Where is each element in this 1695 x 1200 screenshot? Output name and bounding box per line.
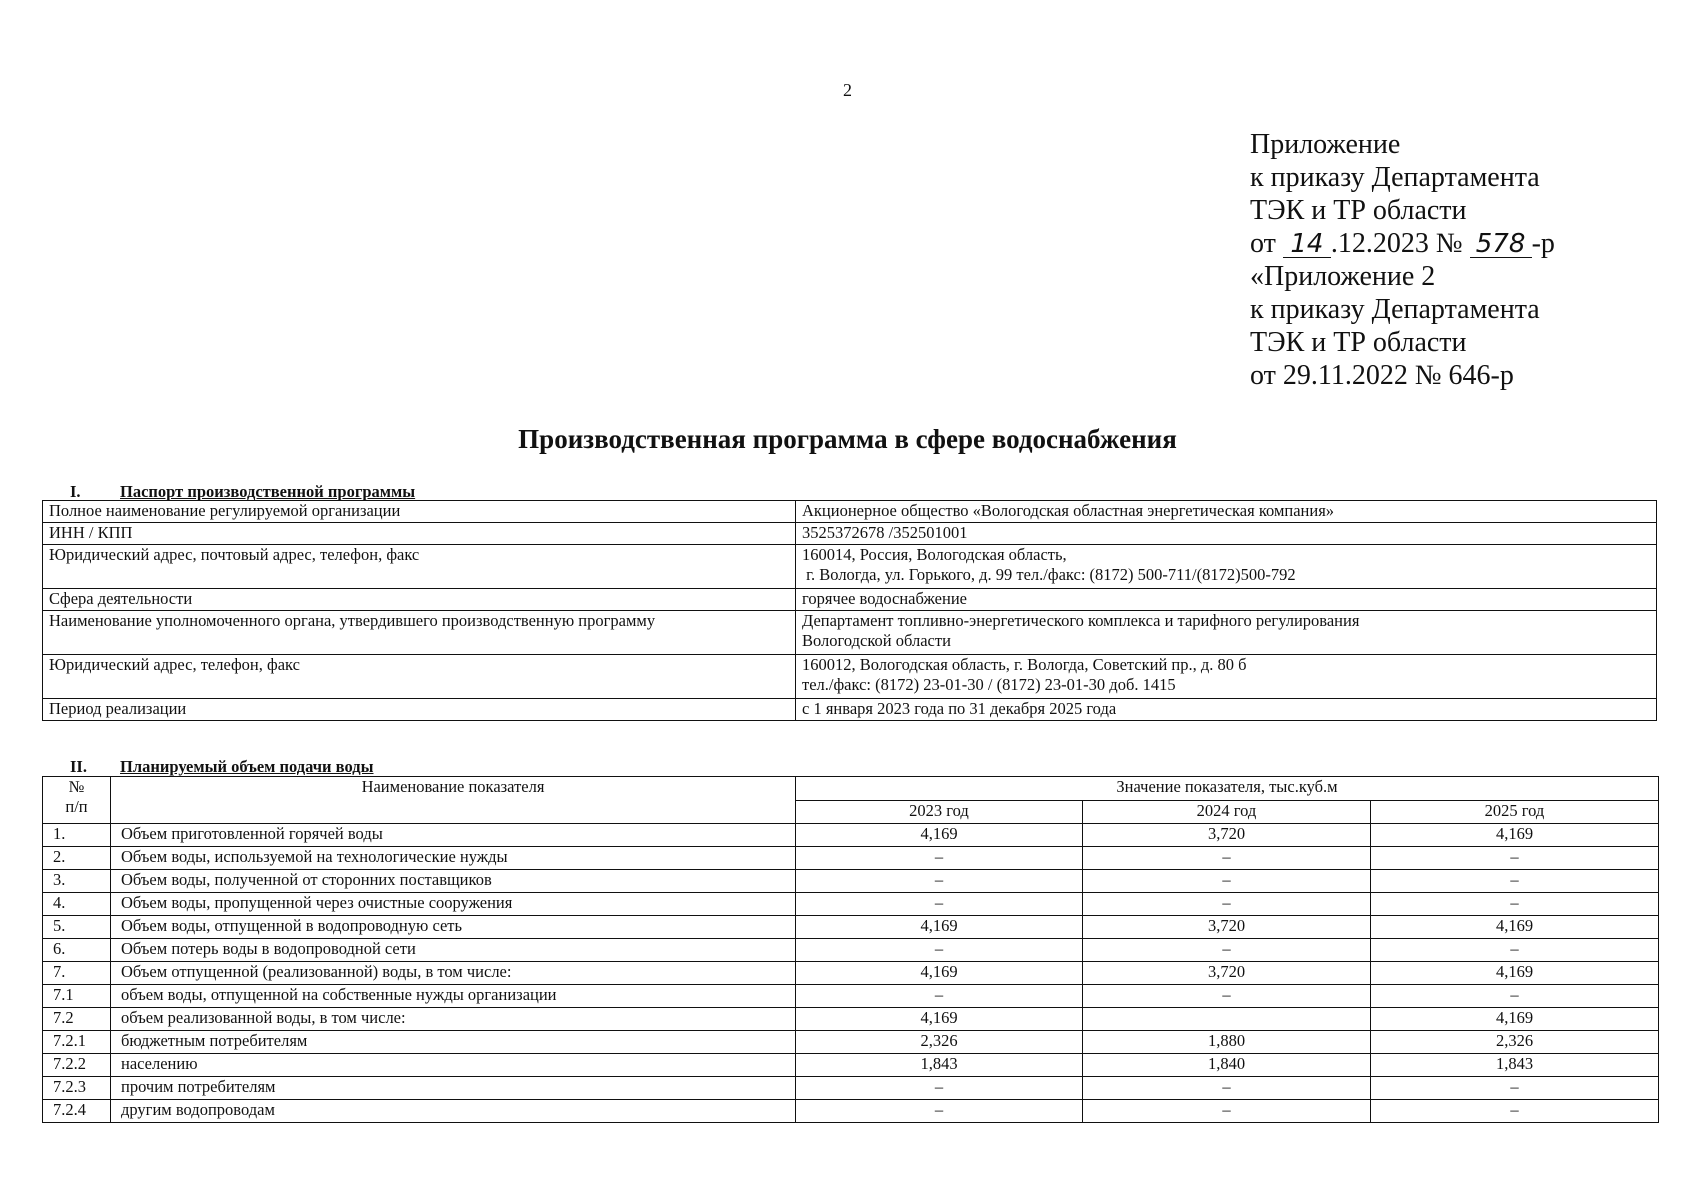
table-row — [43, 824, 1659, 847]
value-2025: 4,169 — [1371, 824, 1659, 847]
row-number: 6. — [43, 939, 111, 962]
header-num-line2: п/п — [65, 797, 88, 816]
value-2024: 3,720 — [1083, 824, 1371, 847]
passport-value: 160012, Вологодская область, г. Вологда, Советский пр., д. 80 б тел./факс: (8172) 23-01-30 / (8172) 23-01-30 доб. 1415 — [796, 655, 1657, 699]
row-number: 7. — [43, 962, 111, 985]
value-2023: 4,169 — [796, 824, 1083, 847]
table-row — [43, 1008, 1659, 1031]
indicator-name: объем воды, отпущенной на собственные нужды организации — [111, 985, 796, 1008]
passport-value: Департамент топливно-энергетического комплекса и тарифного регулирования Вологодской области — [796, 611, 1657, 655]
date-prefix: от — [1250, 228, 1276, 259]
section-1-heading — [42, 482, 415, 502]
value-2025: – — [1371, 1100, 1659, 1123]
passport-row — [43, 545, 1657, 589]
header-year-2024: 2024 год — [1083, 801, 1371, 824]
value-2025: 4,169 — [1371, 1008, 1659, 1031]
table-row — [43, 916, 1659, 939]
value-2024: 1,840 — [1083, 1054, 1371, 1077]
appendix-line: к приказу Департамента — [1250, 162, 1540, 193]
row-number: 4. — [43, 893, 111, 916]
row-number: 7.2.3 — [43, 1077, 111, 1100]
passport-value: Акционерное общество «Вологодская областная энергетическая компания» — [796, 501, 1657, 523]
document-title: Производственная программа в сфере водоснабжения — [518, 424, 1177, 454]
section-number: II. — [70, 757, 87, 776]
value-2023: – — [796, 1077, 1083, 1100]
table-row — [43, 893, 1659, 916]
passport-label: ИНН / КПП — [43, 523, 796, 545]
value-2025: – — [1371, 1077, 1659, 1100]
header-year-2025: 2025 год — [1371, 801, 1659, 824]
table-row — [43, 1100, 1659, 1123]
indicator-name: Объем отпущенной (реализованной) воды, в том числе: — [111, 962, 796, 985]
row-number: 1. — [43, 824, 111, 847]
passport-row — [43, 523, 1657, 545]
handwritten-day: 14 — [1283, 231, 1331, 258]
value-2024: – — [1083, 1100, 1371, 1123]
table-row — [43, 870, 1659, 893]
value-2025: 2,326 — [1371, 1031, 1659, 1054]
table-row — [43, 985, 1659, 1008]
appendix-line: ТЭК и ТР области — [1250, 327, 1467, 358]
value-2025: 4,169 — [1371, 962, 1659, 985]
value-2024: – — [1083, 870, 1371, 893]
value-2023: 4,169 — [796, 1008, 1083, 1031]
indicator-name: Объем воды, используемой на технологические нужды — [111, 847, 796, 870]
section-title: Паспорт производственной программы — [120, 482, 416, 501]
appendix-line: «Приложение 2 — [1250, 261, 1436, 292]
handwritten-order-number: 578 — [1470, 231, 1532, 258]
value-2024: – — [1083, 985, 1371, 1008]
table-row — [43, 1054, 1659, 1077]
value-2024 — [1083, 1008, 1371, 1031]
header-num-line1: № — [68, 777, 85, 796]
value-2023: 1,843 — [796, 1054, 1083, 1077]
indicator-name: Объем воды, пропущенной через очистные сооружения — [111, 893, 796, 916]
passport-value: горячее водоснабжение — [796, 589, 1657, 611]
value-2024: 1,880 — [1083, 1031, 1371, 1054]
appendix-line: Приложение — [1250, 129, 1401, 160]
value-2025: – — [1371, 870, 1659, 893]
value-2025: – — [1371, 893, 1659, 916]
table-row — [43, 1077, 1659, 1100]
page-number: 2 — [843, 80, 852, 100]
passport-label: Наименование уполномоченного органа, утвердившего производственную программу — [43, 611, 796, 655]
value-2025: – — [1371, 939, 1659, 962]
appendix-line: к приказу Департамента — [1250, 294, 1540, 325]
section-number: I. — [70, 482, 81, 501]
value-2025: 4,169 — [1371, 916, 1659, 939]
value-2025: 1,843 — [1371, 1054, 1659, 1077]
value-2023: – — [796, 939, 1083, 962]
row-number: 7.2.1 — [43, 1031, 111, 1054]
section-2-heading — [42, 757, 374, 777]
value-2023: – — [796, 847, 1083, 870]
row-number: 7.1 — [43, 985, 111, 1008]
appendix-line: от 29.11.2022 № 646-р — [1250, 360, 1514, 391]
indicator-name: прочим потребителям — [111, 1077, 796, 1100]
appendix-block — [1250, 128, 1555, 392]
row-number: 7.2.4 — [43, 1100, 111, 1123]
passport-label: Сфера деятельности — [43, 589, 796, 611]
passport-label: Юридический адрес, почтовый адрес, телефон, факс — [43, 545, 796, 589]
water-volume-table — [42, 776, 1659, 1123]
section-title: Планируемый объем подачи воды — [120, 757, 374, 776]
row-number: 2. — [43, 847, 111, 870]
indicator-name: Объем потерь воды в водопроводной сети — [111, 939, 796, 962]
value-2024: – — [1083, 893, 1371, 916]
passport-value: с 1 января 2023 года по 31 декабря 2025 года — [796, 699, 1657, 721]
row-number: 7.2 — [43, 1008, 111, 1031]
table-row — [43, 1031, 1659, 1054]
value-2023: 4,169 — [796, 962, 1083, 985]
header-num-cell — [43, 777, 111, 824]
value-2023: – — [796, 985, 1083, 1008]
value-2023: 2,326 — [796, 1031, 1083, 1054]
passport-row — [43, 501, 1657, 523]
indicator-name: Объем воды, полученной от сторонних поставщиков — [111, 870, 796, 893]
header-year-2023: 2023 год — [796, 801, 1083, 824]
passport-value: 3525372678 /352501001 — [796, 523, 1657, 545]
passport-row — [43, 611, 1657, 655]
value-2023: 4,169 — [796, 916, 1083, 939]
value-2025: – — [1371, 847, 1659, 870]
header-name-cell: Наименование показателя — [111, 777, 796, 824]
value-2024: – — [1083, 939, 1371, 962]
indicator-name: объем реализованной воды, в том числе: — [111, 1008, 796, 1031]
passport-label: Юридический адрес, телефон, факс — [43, 655, 796, 699]
row-number: 5. — [43, 916, 111, 939]
row-number: 7.2.2 — [43, 1054, 111, 1077]
date-rest: .12.2023 № — [1330, 228, 1463, 259]
appendix-line: ТЭК и ТР области — [1250, 195, 1467, 226]
passport-table — [42, 500, 1657, 721]
indicator-name: Объем воды, отпущенной в водопроводную сеть — [111, 916, 796, 939]
value-2024: – — [1083, 847, 1371, 870]
row-number: 3. — [43, 870, 111, 893]
table-row — [43, 939, 1659, 962]
passport-label: Полное наименование регулируемой организации — [43, 501, 796, 523]
passport-value: 160014, Россия, Вологодская область, г. Вологда, ул. Горького, д. 99 тел./факс: (8172) 500-711/(8172)500-792 — [796, 545, 1657, 589]
value-2023: – — [796, 870, 1083, 893]
value-2025: – — [1371, 985, 1659, 1008]
table-row — [43, 847, 1659, 870]
value-2023: – — [796, 1100, 1083, 1123]
table-row — [43, 962, 1659, 985]
passport-row — [43, 699, 1657, 721]
indicator-name: населению — [111, 1054, 796, 1077]
appendix-order-line — [1250, 227, 1555, 260]
indicator-name: другим водопроводам — [111, 1100, 796, 1123]
value-2024: – — [1083, 1077, 1371, 1100]
value-2024: 3,720 — [1083, 916, 1371, 939]
value-2024: 3,720 — [1083, 962, 1371, 985]
indicator-name: бюджетным потребителям — [111, 1031, 796, 1054]
passport-label: Период реализации — [43, 699, 796, 721]
passport-row — [43, 589, 1657, 611]
order-suffix: -р — [1531, 228, 1555, 259]
value-2023: – — [796, 893, 1083, 916]
passport-row — [43, 655, 1657, 699]
header-value-cell: Значение показателя, тыс.куб.м — [796, 777, 1659, 801]
indicator-name: Объем приготовленной горячей воды — [111, 824, 796, 847]
